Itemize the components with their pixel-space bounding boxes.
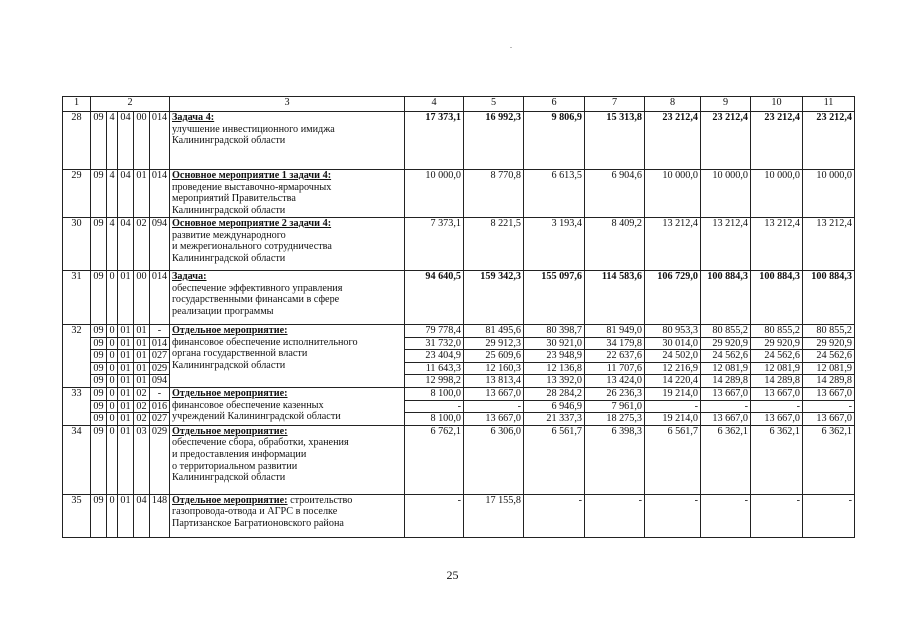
header-cell: 5 xyxy=(464,97,524,112)
code-cell: 09 xyxy=(91,350,107,363)
value-cell: 23 212,4 xyxy=(803,112,855,170)
value-cell: 6 613,5 xyxy=(524,170,585,218)
value-cell: 10 000,0 xyxy=(701,170,751,218)
value-cell: 8 100,0 xyxy=(405,387,464,400)
code-cell: 01 xyxy=(118,337,134,350)
value-cell: 10 000,0 xyxy=(803,170,855,218)
item-title: Отдельное мероприятие: xyxy=(172,387,288,399)
item-description-line: проведение выставочно-ярмарочных xyxy=(172,181,332,193)
row-number: 28 xyxy=(63,112,91,170)
value-cell: - xyxy=(405,400,464,413)
code-cell: 01 xyxy=(118,425,134,494)
value-cell: 8 770,8 xyxy=(464,170,524,218)
code-cell: 02 xyxy=(134,400,150,413)
code-cell: 09 xyxy=(91,400,107,413)
value-cell: 17 373,1 xyxy=(405,112,464,170)
page-number: 25 xyxy=(446,568,459,582)
header-cell: 9 xyxy=(701,97,751,112)
value-cell: 12 160,3 xyxy=(464,362,524,375)
item-description-line: государственными финансами в сфере xyxy=(172,294,340,306)
item-title: Отдельное мероприятие: xyxy=(172,325,288,336)
value-cell: 12 998,2 xyxy=(405,375,464,388)
value-cell: 28 284,2 xyxy=(524,387,585,400)
header-row xyxy=(63,97,855,112)
code-cell: 4 xyxy=(107,112,118,170)
value-cell: 6 904,6 xyxy=(585,170,645,218)
code-cell: 0 xyxy=(107,325,118,338)
value-cell: 13 813,4 xyxy=(464,375,524,388)
code-cell: 0 xyxy=(107,413,118,426)
code-cell: 01 xyxy=(134,337,150,350)
value-cell: 6 561,7 xyxy=(524,425,585,494)
value-cell: 79 778,4 xyxy=(405,325,464,338)
code-cell: 014 xyxy=(150,112,170,170)
description-cell xyxy=(170,170,405,218)
value-cell: 81 949,0 xyxy=(585,325,645,338)
row-number: 33 xyxy=(63,387,91,425)
value-cell: 24 562,6 xyxy=(751,350,803,363)
code-cell: 09 xyxy=(91,413,107,426)
code-cell: 01 xyxy=(118,325,134,338)
value-cell: 6 306,0 xyxy=(464,425,524,494)
value-cell: 106 729,0 xyxy=(645,271,701,325)
value-cell: 7 373,1 xyxy=(405,218,464,271)
code-cell: 03 xyxy=(134,425,150,494)
table-row xyxy=(63,325,855,338)
value-cell: - xyxy=(803,494,855,537)
value-cell: 155 097,6 xyxy=(524,271,585,325)
description-cell xyxy=(170,271,405,325)
code-cell: 014 xyxy=(150,271,170,325)
value-cell: 80 398,7 xyxy=(524,325,585,338)
value-cell: 8 100,0 xyxy=(405,413,464,426)
value-cell: 13 212,4 xyxy=(751,218,803,271)
code-cell: 09 xyxy=(91,218,107,271)
item-description-line: финансовое обеспечение исполнительного xyxy=(172,336,358,348)
value-cell: - xyxy=(645,400,701,413)
header-cell: 3 xyxy=(170,97,405,112)
value-cell: - xyxy=(701,494,751,537)
code-cell: 094 xyxy=(150,375,170,388)
value-cell: 18 275,3 xyxy=(585,413,645,426)
value-cell: 8 221,5 xyxy=(464,218,524,271)
item-description-line: обеспечение сбора, обработки, хранения xyxy=(172,437,349,449)
value-cell: 12 081,9 xyxy=(751,362,803,375)
code-cell: 01 xyxy=(118,375,134,388)
item-description-line: финансовое обеспечение казенных xyxy=(172,399,324,411)
value-cell: 10 000,0 xyxy=(405,170,464,218)
value-cell: 12 081,9 xyxy=(701,362,751,375)
header-cell: 6 xyxy=(524,97,585,112)
value-cell: 13 424,0 xyxy=(585,375,645,388)
value-cell: 25 609,6 xyxy=(464,350,524,363)
value-cell: 13 667,0 xyxy=(701,387,751,400)
description-cell xyxy=(170,112,405,170)
item-description-line: развитие международного xyxy=(172,229,286,241)
header-cell: 8 xyxy=(645,97,701,112)
value-cell: 13 212,4 xyxy=(803,218,855,271)
row-number: 32 xyxy=(63,325,91,388)
value-cell: 24 562,6 xyxy=(701,350,751,363)
value-cell: 14 289,8 xyxy=(751,375,803,388)
code-cell: 04 xyxy=(118,218,134,271)
value-cell: 23 212,4 xyxy=(701,112,751,170)
table-row xyxy=(63,494,855,537)
code-cell: 04 xyxy=(118,112,134,170)
code-cell: 02 xyxy=(134,218,150,271)
item-title: Основное мероприятие 1 задачи 4: xyxy=(172,170,332,181)
code-cell: 09 xyxy=(91,494,107,537)
scan-speck xyxy=(510,47,512,48)
code-cell: 0 xyxy=(107,337,118,350)
header-cell: 1 xyxy=(63,97,91,112)
row-number: 30 xyxy=(63,218,91,271)
item-description-line: Калининградской области xyxy=(172,135,286,147)
value-cell: 24 502,0 xyxy=(645,350,701,363)
value-cell: 159 342,3 xyxy=(464,271,524,325)
item-description-line: газопровода-отвода и АГРС в поселке xyxy=(172,506,338,518)
code-cell: 00 xyxy=(134,271,150,325)
value-cell: 26 236,3 xyxy=(585,387,645,400)
description-cell xyxy=(170,425,405,494)
value-cell: 13 212,4 xyxy=(701,218,751,271)
table-row xyxy=(63,425,855,494)
code-cell: 016 xyxy=(150,400,170,413)
value-cell: 16 992,3 xyxy=(464,112,524,170)
item-title: Отдельное мероприятие: xyxy=(172,494,288,506)
code-cell: - xyxy=(150,387,170,400)
row-number: 31 xyxy=(63,271,91,325)
item-description-line: реализации программы xyxy=(172,305,274,317)
table-row xyxy=(63,112,855,170)
value-cell: 29 920,9 xyxy=(803,337,855,350)
item-description-line: Калининградской области xyxy=(172,472,286,484)
code-cell: 0 xyxy=(107,350,118,363)
code-cell: 01 xyxy=(118,400,134,413)
value-cell: - xyxy=(751,494,803,537)
value-cell: 14 220,4 xyxy=(645,375,701,388)
value-cell: 7 961,0 xyxy=(585,400,645,413)
item-title: Задача 4: xyxy=(172,112,215,123)
value-cell: 23 404,9 xyxy=(405,350,464,363)
code-cell: 01 xyxy=(118,387,134,400)
code-cell: 01 xyxy=(118,413,134,426)
code-cell: 01 xyxy=(134,170,150,218)
value-cell: 15 313,8 xyxy=(585,112,645,170)
value-cell: - xyxy=(464,400,524,413)
code-cell: 09 xyxy=(91,337,107,350)
value-cell: 14 289,8 xyxy=(701,375,751,388)
value-cell: - xyxy=(751,400,803,413)
value-cell: 114 583,6 xyxy=(585,271,645,325)
code-cell: 01 xyxy=(118,350,134,363)
code-cell: 0 xyxy=(107,425,118,494)
value-cell: 29 912,3 xyxy=(464,337,524,350)
code-cell: 148 xyxy=(150,494,170,537)
header-cell: 7 xyxy=(585,97,645,112)
value-cell: 13 667,0 xyxy=(803,387,855,400)
header-cell: 10 xyxy=(751,97,803,112)
code-cell: 0 xyxy=(107,400,118,413)
value-cell: 6 762,1 xyxy=(405,425,464,494)
value-cell: 81 495,6 xyxy=(464,325,524,338)
description-cell xyxy=(170,494,405,537)
value-cell: 11 643,3 xyxy=(405,362,464,375)
value-cell: 100 884,3 xyxy=(701,271,751,325)
item-description-line: мероприятий Правительства xyxy=(172,193,296,205)
item-title: Задача: xyxy=(172,271,207,282)
value-cell: 13 667,0 xyxy=(751,387,803,400)
code-cell: 00 xyxy=(134,112,150,170)
item-description-line: Партизанское Багратионовского района xyxy=(172,517,344,529)
description-cell xyxy=(170,218,405,271)
description-cell xyxy=(170,325,405,388)
value-cell: - xyxy=(645,494,701,537)
value-cell: - xyxy=(524,494,585,537)
value-cell: - xyxy=(701,400,751,413)
value-cell: 23 212,4 xyxy=(751,112,803,170)
code-cell: 0 xyxy=(107,375,118,388)
value-cell: 80 953,3 xyxy=(645,325,701,338)
code-cell: 4 xyxy=(107,218,118,271)
value-cell: 17 155,8 xyxy=(464,494,524,537)
value-cell: 31 732,0 xyxy=(405,337,464,350)
code-cell: 0 xyxy=(107,362,118,375)
value-cell: 21 337,3 xyxy=(524,413,585,426)
code-cell: 02 xyxy=(134,387,150,400)
code-cell: 014 xyxy=(150,170,170,218)
item-description-line: Калининградской области xyxy=(172,252,286,264)
value-cell: 30 921,0 xyxy=(524,337,585,350)
item-description-line: улучшение инвестиционного имиджа xyxy=(172,123,335,135)
code-cell: 094 xyxy=(150,218,170,271)
code-cell: 01 xyxy=(134,362,150,375)
value-cell: 13 392,0 xyxy=(524,375,585,388)
code-cell: 029 xyxy=(150,362,170,375)
table-row xyxy=(63,218,855,271)
item-description-line: и предоставления информации xyxy=(172,448,307,460)
value-cell: 6 398,3 xyxy=(585,425,645,494)
description-cell xyxy=(170,387,405,425)
item-description-line: Калининградской области xyxy=(172,359,286,371)
code-cell: 027 xyxy=(150,413,170,426)
code-cell: 09 xyxy=(91,387,107,400)
value-cell: 34 179,8 xyxy=(585,337,645,350)
item-description-line: и межрегионального сотрудничества xyxy=(172,241,332,253)
value-cell: 29 920,9 xyxy=(751,337,803,350)
code-cell: 4 xyxy=(107,170,118,218)
value-cell: 19 214,0 xyxy=(645,387,701,400)
value-cell: 22 637,6 xyxy=(585,350,645,363)
code-cell: 027 xyxy=(150,350,170,363)
value-cell: 80 855,2 xyxy=(803,325,855,338)
item-title-rest: строительство xyxy=(287,494,353,506)
value-cell: 9 806,9 xyxy=(524,112,585,170)
value-cell: 3 193,4 xyxy=(524,218,585,271)
code-cell: 09 xyxy=(91,375,107,388)
code-cell: 0 xyxy=(107,271,118,325)
value-cell: 13 667,0 xyxy=(751,413,803,426)
value-cell: - xyxy=(585,494,645,537)
value-cell: 100 884,3 xyxy=(751,271,803,325)
code-cell: 0 xyxy=(107,494,118,537)
value-cell: 30 014,0 xyxy=(645,337,701,350)
header-cell: 4 xyxy=(405,97,464,112)
value-cell: 10 000,0 xyxy=(751,170,803,218)
header-cell: 11 xyxy=(803,97,855,112)
value-cell: 23 212,4 xyxy=(645,112,701,170)
code-cell: 04 xyxy=(118,170,134,218)
value-cell: 23 948,9 xyxy=(524,350,585,363)
value-cell: 12 136,8 xyxy=(524,362,585,375)
code-cell: 01 xyxy=(118,362,134,375)
code-cell: 09 xyxy=(91,271,107,325)
value-cell: - xyxy=(405,494,464,537)
code-cell: 02 xyxy=(134,413,150,426)
code-cell: 09 xyxy=(91,425,107,494)
value-cell: - xyxy=(803,400,855,413)
value-cell: 19 214,0 xyxy=(645,413,701,426)
value-cell: 6 362,1 xyxy=(751,425,803,494)
row-number: 34 xyxy=(63,425,91,494)
item-description-line: обеспечение эффективного управления xyxy=(172,282,343,294)
code-cell: 029 xyxy=(150,425,170,494)
code-cell: 01 xyxy=(134,350,150,363)
header-cell: 2 xyxy=(91,97,170,112)
budget-table xyxy=(62,96,855,538)
value-cell: 11 707,6 xyxy=(585,362,645,375)
value-cell: 13 667,0 xyxy=(701,413,751,426)
item-description-line: о территориальном развитии xyxy=(172,460,298,472)
value-cell: 80 855,2 xyxy=(751,325,803,338)
value-cell: 13 667,0 xyxy=(803,413,855,426)
item-title: Отдельное мероприятие: xyxy=(172,425,288,437)
value-cell: 8 409,2 xyxy=(585,218,645,271)
value-cell: 13 212,4 xyxy=(645,218,701,271)
value-cell: 12 216,9 xyxy=(645,362,701,375)
value-cell: 29 920,9 xyxy=(701,337,751,350)
code-cell: 09 xyxy=(91,362,107,375)
code-cell: 0 xyxy=(107,387,118,400)
item-description-line: Калининградской области xyxy=(172,204,286,216)
value-cell: 14 289,8 xyxy=(803,375,855,388)
table-row xyxy=(63,170,855,218)
code-cell: 01 xyxy=(118,494,134,537)
code-cell: 09 xyxy=(91,325,107,338)
value-cell: 13 667,0 xyxy=(464,387,524,400)
value-cell: 6 362,1 xyxy=(803,425,855,494)
row-number: 35 xyxy=(63,494,91,537)
value-cell: 6 362,1 xyxy=(701,425,751,494)
code-cell: 01 xyxy=(118,271,134,325)
code-cell: 01 xyxy=(134,325,150,338)
code-cell: 09 xyxy=(91,112,107,170)
value-cell: 24 562,6 xyxy=(803,350,855,363)
item-description-line: органа государственной власти xyxy=(172,348,308,360)
value-cell: 6 561,7 xyxy=(645,425,701,494)
code-cell: 014 xyxy=(150,337,170,350)
code-cell: 09 xyxy=(91,170,107,218)
row-number: 29 xyxy=(63,170,91,218)
value-cell: 6 946,9 xyxy=(524,400,585,413)
item-description-line: учреждений Калининградской области xyxy=(172,411,341,423)
value-cell: 10 000,0 xyxy=(645,170,701,218)
value-cell: 12 081,9 xyxy=(803,362,855,375)
table-row xyxy=(63,387,855,400)
table-row xyxy=(63,271,855,325)
value-cell: 13 667,0 xyxy=(464,413,524,426)
value-cell: 94 640,5 xyxy=(405,271,464,325)
value-cell: 80 855,2 xyxy=(701,325,751,338)
value-cell: 100 884,3 xyxy=(803,271,855,325)
item-title: Основное мероприятие 2 задачи 4: xyxy=(172,218,332,229)
code-cell: - xyxy=(150,325,170,338)
code-cell: 04 xyxy=(134,494,150,537)
code-cell: 01 xyxy=(134,375,150,388)
